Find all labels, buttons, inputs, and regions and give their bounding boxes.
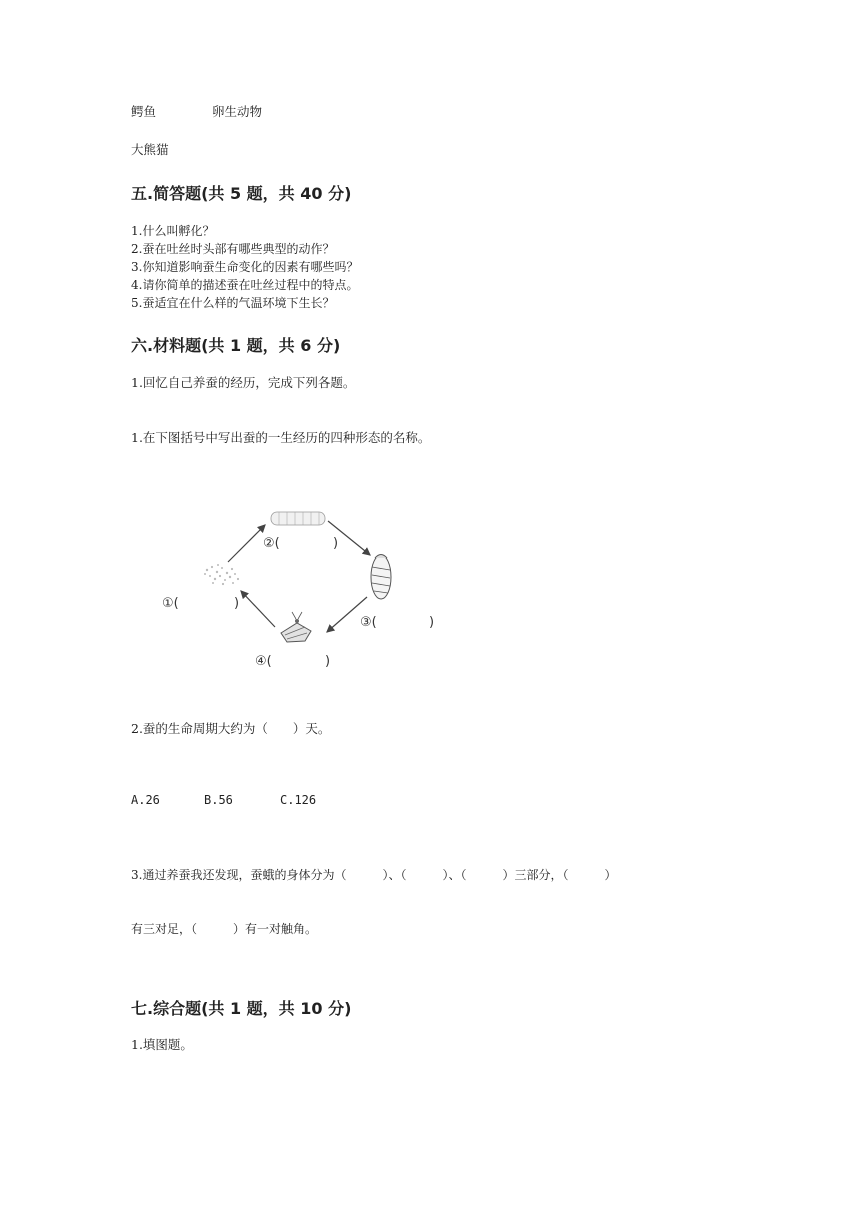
label-2-open: ②( [263,536,280,551]
question-item: 5.蚕适宜在什么样的气温环境下生长？ [131,296,335,310]
question-item: 1.什么叫孵化？ [131,224,215,238]
moth-image [281,612,311,642]
option-a: A.26 [131,793,160,807]
option-b: B.56 [204,793,233,807]
section-6-question-3-line-1: 3.通过养蚕我还发现，蚕蛾的身体分为（ ）、（ ）、（ ）三部分，（ ） [131,868,617,882]
section-6-question-1: 1.在下图括号中写出蚕的一生经历的四种形态的名称。 [131,430,431,445]
question-item: 3.你知道影响蚕生命变化的因素有哪些吗？ [131,260,359,274]
section-5-question-list [131,222,358,312]
label-4-close: ) [325,654,331,669]
label-1-open: ①( [162,596,179,611]
section-6-intro: 1.回忆自己养蚕的经历，完成下列各题。 [131,375,356,390]
section-6-question-2: 2.蚕的生命周期大约为（ ）天。 [131,721,331,736]
option-c: C.126 [280,793,317,807]
question-item: 2.蚕在吐丝时头部有哪些典型的动作？ [131,242,335,256]
label-3-close: ) [429,615,435,630]
match-right-1: 卵生动物 [212,104,263,119]
question-item: 4.请你简单的描述蚕在吐丝过程中的特点。 [131,278,359,292]
match-left-2: 大熊猫 [131,142,169,157]
section-6-heading: 六.材料题(共 1 题，共 6 分) [131,336,341,355]
match-left-1: 鳄鱼 [131,104,157,119]
arrow-egg-to-larva [228,525,265,562]
label-2-close: ) [333,536,339,551]
section-7-heading: 七.综合题(共 1 题，共 10 分) [131,999,352,1018]
label-3-open: ③( [360,615,377,630]
pupa-image [371,555,391,600]
label-1-close: ) [234,596,240,611]
section-6-question-3-line-2: 有三对足，（ ）有一对触角。 [131,922,318,936]
arrow-moth-to-egg [241,591,275,627]
section-7-question-1: 1.填图题。 [131,1037,193,1052]
label-4-open: ④( [255,654,272,669]
silkworm-lifecycle-diagram [155,495,475,685]
larva-image [271,512,325,525]
section-5-heading: 五.简答题(共 5 题，共 40 分) [131,184,352,203]
egg-cluster-image [204,564,239,585]
